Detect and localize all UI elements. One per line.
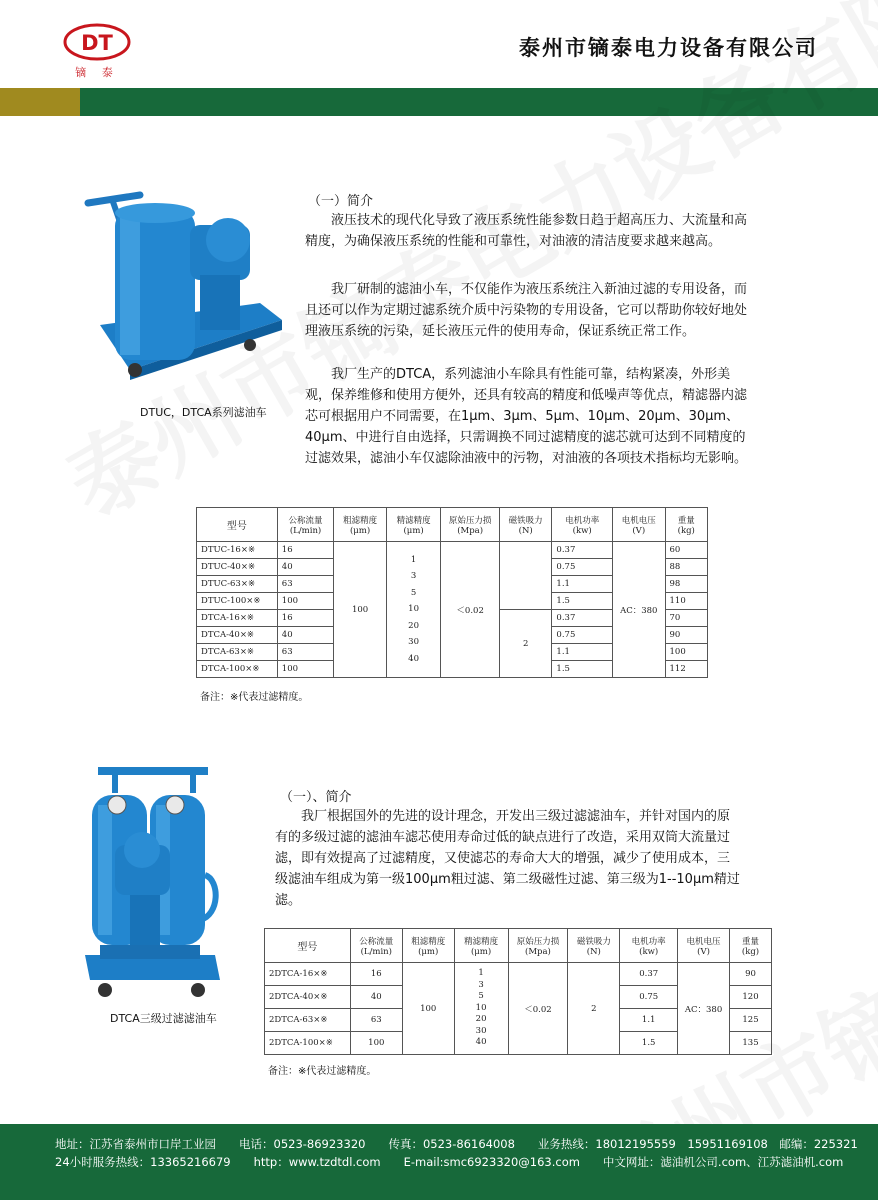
product2-spec-table [264, 928, 772, 1055]
cell-model: DTUC-40×※ [197, 559, 278, 576]
cell-fine [454, 963, 508, 1055]
cell-fine [386, 542, 441, 678]
cell-weight: 70 [665, 610, 708, 627]
footer-contact-line-1: 地址：江苏省泰州市口岸工业园 电话：0523-86923320 传真：0523-86164008 业务热线：18012195559 15951169108 邮编：225321 [55, 1137, 858, 1151]
fine-value: 3 [410, 571, 417, 582]
cell-flow: 40 [350, 986, 402, 1009]
dtuc-filter-cart-image [60, 155, 285, 380]
cell-power: 0.37 [552, 542, 613, 559]
company-logo [62, 22, 132, 80]
cell-model: DTCA-100×※ [197, 661, 278, 678]
cell-magnet: 2 [499, 610, 552, 678]
cell-power: 1.5 [552, 593, 613, 610]
cell-weight: 110 [665, 593, 708, 610]
product1-section-title: （一）简介 [308, 194, 374, 209]
th-weight: 重量 (kg) [730, 929, 772, 963]
cell-flow: 40 [277, 559, 334, 576]
cell-voltage: AC：380 [678, 963, 730, 1055]
cell-flow: 16 [277, 542, 334, 559]
cell-power: 0.37 [552, 610, 613, 627]
th-weight: 重量 (kg) [665, 508, 708, 542]
cell-model: DTCA-40×※ [197, 627, 278, 644]
th-model: 型号 [265, 929, 351, 963]
cell-power: 0.37 [620, 963, 678, 986]
cell-flow: 40 [277, 627, 334, 644]
th-power: 电机功率 (kw) [620, 929, 678, 963]
fine-value: 1 [478, 968, 484, 979]
cell-power: 0.75 [552, 627, 613, 644]
cell-power: 1.5 [620, 1032, 678, 1055]
cell-weight: 90 [730, 963, 772, 986]
fine-value: 1 [410, 554, 417, 565]
product2-note: 备注：※代表过滤精度。 [268, 1066, 377, 1077]
page-header [0, 0, 878, 88]
company-name: 泰州市镝泰电力设备有限公司 [519, 36, 818, 60]
cell-flow: 63 [277, 576, 334, 593]
cell-model: DTCA-16×※ [197, 610, 278, 627]
th-flow: 公称流量 (L/min) [350, 929, 402, 963]
cell-coarse: 100 [334, 542, 387, 678]
cell-magnet: 2 [568, 963, 620, 1055]
th-magnet: 磁铁吸力 (N) [499, 508, 552, 542]
cell-model: 2DTCA-100×※ [265, 1032, 351, 1055]
cell-weight: 98 [665, 576, 708, 593]
fine-value: 5 [478, 991, 484, 1002]
cell-weight: 125 [730, 1009, 772, 1032]
th-flow: 公称流量 (L/min) [277, 508, 334, 542]
product2-paragraph-1: 我厂根据国外的先进的设计理念，开发出三级过滤滤油车，并针对国内的原有的多级过滤的滤油车滤芯使用寿命过低的缺点进行了改造，采用双筒大流量过滤，即有效提高了过滤精度，又使滤芯的寿命大大的增强，减少了使用成本，三级滤油车组成为第一级100μm粗过滤、第二级磁性过滤、第三级为1--10μm精过滤。 [275, 809, 740, 908]
cell-flow: 16 [277, 610, 334, 627]
fine-value: 10 [475, 1002, 487, 1013]
cell-pressure: ＜0.02 [441, 542, 500, 678]
cell-voltage: AC：380 [613, 542, 666, 678]
th-pressure: 原始压力损 (Mpa) [441, 508, 500, 542]
cell-power: 1.1 [552, 576, 613, 593]
cell-weight: 60 [665, 542, 708, 559]
band-olive [0, 88, 80, 116]
cell-model: DTUC-63×※ [197, 576, 278, 593]
fine-value: 3 [478, 979, 484, 990]
cell-weight: 112 [665, 661, 708, 678]
logo-text: DT [81, 31, 113, 55]
band-green [80, 88, 878, 116]
th-fine: 精滤精度 (μm) [454, 929, 508, 963]
fine-value: 5 [410, 587, 417, 598]
cell-power: 1.1 [552, 644, 613, 661]
fine-value: 20 [408, 620, 419, 631]
cell-power: 1.1 [620, 1009, 678, 1032]
page-footer [0, 1124, 878, 1200]
cell-flow: 100 [277, 661, 334, 678]
th-magnet: 磁铁吸力 (N) [568, 929, 620, 963]
cell-weight: 100 [665, 644, 708, 661]
cell-pressure: ＜0.02 [508, 963, 568, 1055]
cell-flow: 16 [350, 963, 402, 986]
cell-power: 0.75 [620, 986, 678, 1009]
cell-model: DTUC-16×※ [197, 542, 278, 559]
th-model: 型号 [197, 508, 278, 542]
product1-spec-table [196, 507, 708, 678]
fine-value: 30 [408, 637, 419, 648]
product2-section-title: （一）、简介 [280, 790, 352, 805]
product1-note: 备注：※代表过滤精度。 [200, 692, 309, 703]
product1-paragraph-1: 液压技术的现代化导致了液压系统性能参数日趋于超高压力、大流量和高精度，为确保液压系统的性能和可靠性，对油液的清洁度要求越来越高。 [305, 213, 748, 249]
cell-flow: 100 [350, 1032, 402, 1055]
fine-value: 30 [475, 1025, 487, 1036]
th-fine: 精滤精度 (μm) [386, 508, 441, 542]
product1-paragraph-3: 我厂生产的DTCA，系列滤油小车除具有性能可靠，结构紧凑，外形美观，保养维修和使用方便外，还具有较高的精度和低噪声等优点，精滤器内滤芯可根据用户不同需要，在1μm、3μm、5μm、10μm、20μm、30μm、40μm、中进行自由选择，只需调换不同过滤精度的滤芯就可达到不同精度的过滤效果，滤油小车仅滤除油液中的污物，对油液的各项技术指标均无影响。 [305, 367, 748, 466]
cell-power: 0.75 [552, 559, 613, 576]
cell-flow: 100 [277, 593, 334, 610]
cell-flow: 63 [350, 1009, 402, 1032]
th-power: 电机功率 (kw) [552, 508, 613, 542]
th-coarse: 粗滤精度 (μm) [402, 929, 454, 963]
product1-caption: DTUC，DTCA系列滤油车 [140, 406, 267, 419]
th-voltage: 电机电压 (V) [613, 508, 666, 542]
cell-model: 2DTCA-16×※ [265, 963, 351, 986]
cell-model: DTUC-100×※ [197, 593, 278, 610]
cell-magnet-empty [499, 542, 552, 610]
cell-weight: 88 [665, 559, 708, 576]
fine-value: 20 [475, 1014, 487, 1025]
cell-weight: 90 [665, 627, 708, 644]
header-band [0, 88, 878, 116]
dtca-three-stage-filter-cart-image [80, 765, 225, 1000]
th-voltage: 电机电压 (V) [678, 929, 730, 963]
fine-value: 10 [408, 604, 419, 615]
product1-paragraph-2: 我厂研制的滤油小车，不仅能作为液压系统注入新油过滤的专用设备，而且还可以作为定期过滤系统介质中污染物的专用设备，它可以帮助你较好地处理液压系统的污染，延长液压元件的使用寿命，保证系统正常工作。 [305, 282, 748, 339]
th-coarse: 粗滤精度 (μm) [334, 508, 387, 542]
cell-model: DTCA-63×※ [197, 644, 278, 661]
fine-value: 40 [408, 653, 419, 664]
th-pressure: 原始压力损 (Mpa) [508, 929, 568, 963]
logo-sub-text: 镝 泰 [75, 66, 119, 79]
cell-weight: 120 [730, 986, 772, 1009]
cell-model: 2DTCA-63×※ [265, 1009, 351, 1032]
fine-value: 40 [475, 1037, 487, 1048]
cell-model: 2DTCA-40×※ [265, 986, 351, 1009]
footer-contact-line-2: 24小时服务热线：13365216679 http：www.tzdtdl.com E-mail:smc6923320@163.com 中文网址：滤油机公司.com、江苏滤油机.com [55, 1155, 844, 1169]
cell-flow: 63 [277, 644, 334, 661]
cell-coarse: 100 [402, 963, 454, 1055]
cell-power: 1.5 [552, 661, 613, 678]
cell-weight: 135 [730, 1032, 772, 1055]
product2-caption: DTCA三级过滤滤油车 [110, 1012, 217, 1025]
